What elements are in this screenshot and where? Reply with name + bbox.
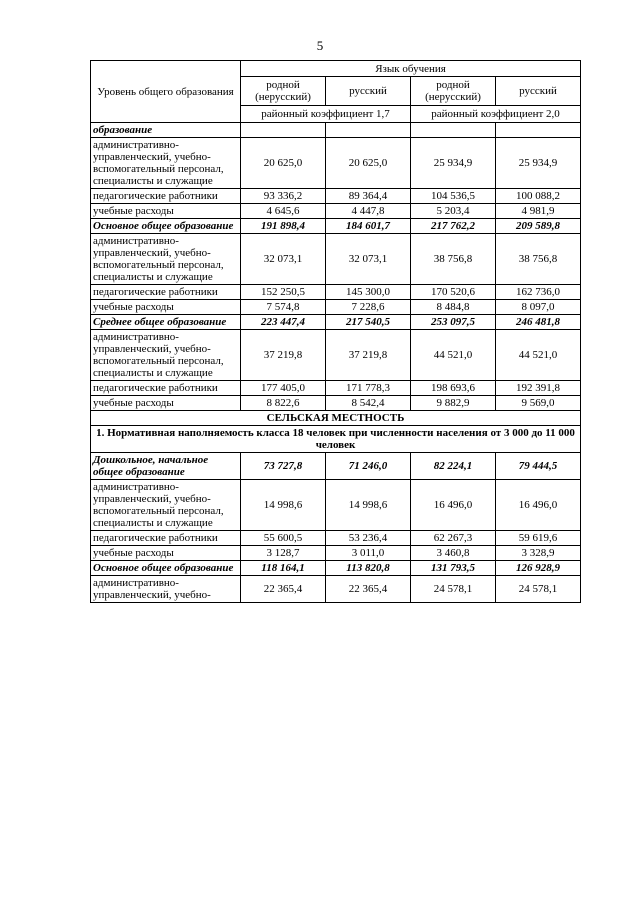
row-value: 32 073,1 xyxy=(326,234,411,285)
row-value: 3 328,9 xyxy=(496,546,581,561)
section-title: СЕЛЬСКАЯ МЕСТНОСТЬ xyxy=(91,411,581,426)
row-value: 8 097,0 xyxy=(496,300,581,315)
row-value: 246 481,8 xyxy=(496,315,581,330)
col-russian-1: русский xyxy=(326,77,411,106)
row-value: 7 228,6 xyxy=(326,300,411,315)
table-row xyxy=(91,123,581,138)
table-row xyxy=(91,138,581,189)
row-value: 32 073,1 xyxy=(241,234,326,285)
row-value: 44 521,0 xyxy=(411,330,496,381)
row-value: 20 625,0 xyxy=(326,138,411,189)
section-row xyxy=(91,411,581,426)
table-row xyxy=(91,204,581,219)
row-value: 22 365,4 xyxy=(241,576,326,603)
row-value: 209 589,8 xyxy=(496,219,581,234)
row-value: 14 998,6 xyxy=(326,480,411,531)
row-value: 162 736,0 xyxy=(496,285,581,300)
coef-1-7: районный коэффициент 1,7 xyxy=(241,106,411,123)
row-value: 16 496,0 xyxy=(496,480,581,531)
level-header: Уровень общего образования xyxy=(91,61,241,123)
row-value: 44 521,0 xyxy=(496,330,581,381)
row-value: 253 097,5 xyxy=(411,315,496,330)
table-row xyxy=(91,330,581,381)
row-value: 4 645,6 xyxy=(241,204,326,219)
row-label: административно-управленческий, учебно-вспомогательный персонал, специалисты и служащие xyxy=(91,138,241,189)
table-row xyxy=(91,561,581,576)
row-value: 171 778,3 xyxy=(326,381,411,396)
row-label: учебные расходы xyxy=(91,300,241,315)
row-value: 126 928,9 xyxy=(496,561,581,576)
row-label: педагогические работники xyxy=(91,531,241,546)
row-value xyxy=(241,123,326,138)
row-value: 24 578,1 xyxy=(411,576,496,603)
row-value: 59 619,6 xyxy=(496,531,581,546)
row-label: учебные расходы xyxy=(91,204,241,219)
row-value: 104 536,5 xyxy=(411,189,496,204)
row-label: Основное общее образование xyxy=(91,561,241,576)
row-value: 113 820,8 xyxy=(326,561,411,576)
row-value: 5 203,4 xyxy=(411,204,496,219)
row-value: 8 484,8 xyxy=(411,300,496,315)
row-label: образование xyxy=(91,123,241,138)
coef-2-0: районный коэффициент 2,0 xyxy=(411,106,581,123)
row-value: 38 756,8 xyxy=(411,234,496,285)
row-value xyxy=(326,123,411,138)
section-title: 1. Нормативная наполняемость класса 18 человек при численности населения от 3 000 до 11 000 человек xyxy=(91,426,581,453)
row-value: 118 164,1 xyxy=(241,561,326,576)
row-value: 9 569,0 xyxy=(496,396,581,411)
row-value xyxy=(411,123,496,138)
row-value: 131 793,5 xyxy=(411,561,496,576)
table-row xyxy=(91,531,581,546)
row-value: 100 088,2 xyxy=(496,189,581,204)
col-russian-2: русский xyxy=(496,77,581,106)
row-value: 25 934,9 xyxy=(411,138,496,189)
row-value: 14 998,6 xyxy=(241,480,326,531)
row-value: 217 762,2 xyxy=(411,219,496,234)
row-value: 71 246,0 xyxy=(326,453,411,480)
row-value: 62 267,3 xyxy=(411,531,496,546)
row-label: Дошкольное, начальное общее образование xyxy=(91,453,241,480)
row-value: 177 405,0 xyxy=(241,381,326,396)
col-native-1: родной (нерусский) xyxy=(241,77,326,106)
row-value: 16 496,0 xyxy=(411,480,496,531)
row-value: 25 934,9 xyxy=(496,138,581,189)
row-value: 184 601,7 xyxy=(326,219,411,234)
row-value: 53 236,4 xyxy=(326,531,411,546)
row-value: 8 542,4 xyxy=(326,396,411,411)
row-value: 79 444,5 xyxy=(496,453,581,480)
cost-table xyxy=(90,60,581,603)
table-row xyxy=(91,315,581,330)
row-value: 37 219,8 xyxy=(241,330,326,381)
row-value: 198 693,6 xyxy=(411,381,496,396)
row-value: 3 460,8 xyxy=(411,546,496,561)
row-value: 191 898,4 xyxy=(241,219,326,234)
table-row xyxy=(91,234,581,285)
row-value: 170 520,6 xyxy=(411,285,496,300)
row-label: административно-управленческий, учебно- xyxy=(91,576,241,603)
section-row xyxy=(91,426,581,453)
row-label: учебные расходы xyxy=(91,546,241,561)
row-value: 145 300,0 xyxy=(326,285,411,300)
table-row xyxy=(91,189,581,204)
row-label: административно-управленческий, учебно-вспомогательный персонал, специалисты и служащие xyxy=(91,330,241,381)
row-value: 4 981,9 xyxy=(496,204,581,219)
row-value: 9 882,9 xyxy=(411,396,496,411)
table-row xyxy=(91,219,581,234)
row-value: 223 447,4 xyxy=(241,315,326,330)
row-label: административно-управленческий, учебно-вспомогательный персонал, специалисты и служащие xyxy=(91,480,241,531)
row-value: 3 128,7 xyxy=(241,546,326,561)
language-header: Язык обучения xyxy=(241,61,581,77)
row-label: административно-управленческий, учебно-вспомогательный персонал, специалисты и служащие xyxy=(91,234,241,285)
row-value: 192 391,8 xyxy=(496,381,581,396)
table-row xyxy=(91,381,581,396)
row-value: 22 365,4 xyxy=(326,576,411,603)
row-label: педагогические работники xyxy=(91,189,241,204)
row-value: 3 011,0 xyxy=(326,546,411,561)
page-number: 5 xyxy=(316,38,324,53)
row-value: 8 822,6 xyxy=(241,396,326,411)
row-label: Основное общее образование xyxy=(91,219,241,234)
table-row xyxy=(91,453,581,480)
row-label: педагогические работники xyxy=(91,381,241,396)
row-value: 7 574,8 xyxy=(241,300,326,315)
table-row xyxy=(91,300,581,315)
table-row xyxy=(91,576,581,603)
row-value: 37 219,8 xyxy=(326,330,411,381)
table-row xyxy=(91,546,581,561)
row-label: учебные расходы xyxy=(91,396,241,411)
row-value: 73 727,8 xyxy=(241,453,326,480)
table-row xyxy=(91,480,581,531)
row-value: 82 224,1 xyxy=(411,453,496,480)
row-value: 152 250,5 xyxy=(241,285,326,300)
table-row xyxy=(91,396,581,411)
row-label: Среднее общее образование xyxy=(91,315,241,330)
row-value: 89 364,4 xyxy=(326,189,411,204)
row-value: 4 447,8 xyxy=(326,204,411,219)
row-value: 93 336,2 xyxy=(241,189,326,204)
col-native-2: родной (нерусский) xyxy=(411,77,496,106)
row-value xyxy=(496,123,581,138)
row-value: 217 540,5 xyxy=(326,315,411,330)
row-value: 55 600,5 xyxy=(241,531,326,546)
row-value: 38 756,8 xyxy=(496,234,581,285)
row-value: 24 578,1 xyxy=(496,576,581,603)
row-label: педагогические работники xyxy=(91,285,241,300)
table-row xyxy=(91,285,581,300)
row-value: 20 625,0 xyxy=(241,138,326,189)
